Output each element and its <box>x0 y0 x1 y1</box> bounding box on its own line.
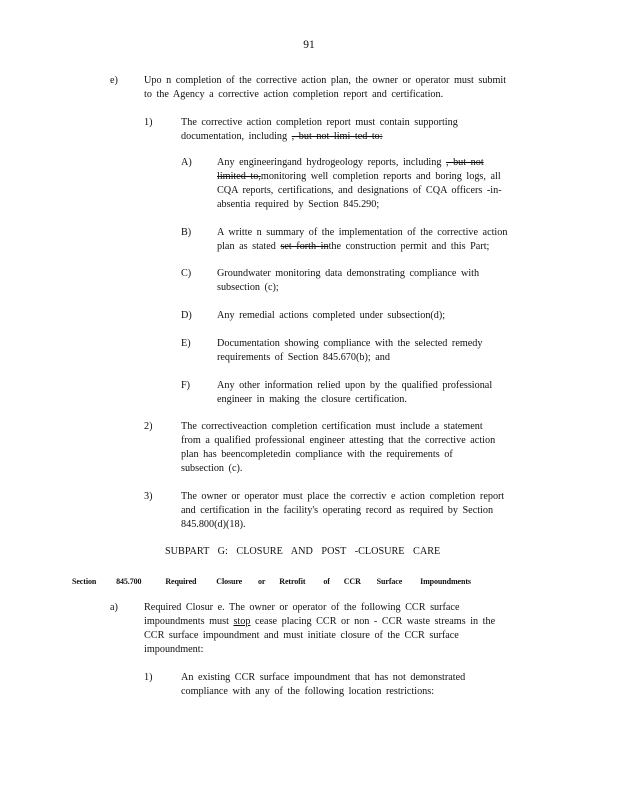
item-marker-e1e: E) <box>181 338 191 349</box>
section-number: 845.700 <box>116 577 142 586</box>
section-title-word: Required <box>165 577 197 586</box>
item-e1b-line-2 <box>217 240 537 254</box>
item-e1b-line-2-text: plan as stated <box>217 241 281 252</box>
section-title-word: or <box>258 577 266 586</box>
section-a-line-2-rest: cease placing CCR or non - CCR waste streams in the <box>250 616 496 627</box>
section-a-text <box>144 601 524 657</box>
item-marker-e1d: D) <box>181 310 192 321</box>
section-a-line-4: impoundment: <box>144 644 204 655</box>
item-e2-line-2: from a qualified professional engineer attesting that the corrective action <box>181 435 496 446</box>
item-marker-e2: 2) <box>144 421 153 432</box>
item-e1b-line-1: A writte n summary of the implementation of the corrective action <box>217 227 508 238</box>
item-e3-line-1: The owner or operator must place the correctiv e action completion report <box>181 491 505 502</box>
item-e1f-line-1: Any other information relied upon by the qualified professional <box>217 380 493 391</box>
item-e1a-line-1-text: Any engineeringand hydrogeology reports, including <box>217 157 446 168</box>
page-number: 91 <box>303 39 315 51</box>
item-marker-e1b: B) <box>181 227 192 238</box>
item-e1a-text <box>217 156 537 212</box>
item-e3-text <box>181 490 537 532</box>
item-e1b-line-2-rest: the construction permit and this Part; <box>328 241 490 252</box>
item-marker-e: e) <box>110 75 118 86</box>
struck-text: set forth in <box>280 241 329 252</box>
item-e1c-text <box>217 267 537 295</box>
item-marker-e1: 1) <box>144 117 153 128</box>
item-e3-line-3: 845.800(d)(18). <box>181 519 246 530</box>
section-title-word: of <box>323 577 330 586</box>
item-e2-text <box>181 420 537 476</box>
section-title-word: CCR <box>343 577 361 586</box>
item-e1-line-1: The corrective action completion report must contain supporting <box>181 117 458 128</box>
item-e-line-2: to the Agency a corrective action completion report and certification. <box>144 89 444 100</box>
section-a1-text <box>181 671 501 699</box>
item-e1a-line-1 <box>217 156 537 170</box>
item-e2-line-1: The correctiveaction completion certification must include a statement <box>181 421 483 432</box>
item-e1e-line-2: requirements of Section 845.670(b); and <box>217 352 390 363</box>
section-title-word: Surface <box>376 577 403 586</box>
struck-text: , but not limi ted to: <box>291 131 383 142</box>
section-label: Section <box>72 577 97 586</box>
item-e1a-line-4: absentia required by Section 845.290; <box>217 199 380 210</box>
struck-text: limited to, <box>217 171 261 182</box>
subpart-heading: SUBPART G: CLOSURE AND POST -CLOSURE CARE <box>165 546 441 557</box>
item-e1f-text <box>217 379 537 407</box>
section-marker-a1: 1) <box>144 672 153 683</box>
item-marker-e1c: C) <box>181 268 192 279</box>
section-a-line-2-text: impoundments must <box>144 616 234 627</box>
item-e2-line-4: subsection (c). <box>181 463 243 474</box>
item-e1-text <box>181 116 511 144</box>
item-marker-e3: 3) <box>144 491 153 502</box>
item-e1b-text <box>217 226 537 254</box>
section-a1-line-2: compliance with any of the following location restrictions: <box>181 686 435 697</box>
item-e1-line-2 <box>181 130 511 144</box>
section-marker-a: a) <box>110 602 118 613</box>
item-e-text <box>144 74 536 102</box>
item-marker-e1f: F) <box>181 380 191 391</box>
item-e1a-line-3: CQA reports, certifications, and designations of CQA officers -in- <box>217 185 502 196</box>
item-e1-line-2-text: documentation, including <box>181 131 292 142</box>
section-a-line-3: CCR surface impoundment and must initiate closure of the CCR surface <box>144 630 459 641</box>
item-e1c-line-2: subsection (c); <box>217 282 279 293</box>
item-e2-line-3: plan has beencompletedin compliance with the requirements of <box>181 449 453 460</box>
item-e1e-text <box>217 337 537 365</box>
item-e3-line-2: and certification in the facility's operating record as required by Section <box>181 505 494 516</box>
struck-text: , but not <box>445 157 484 168</box>
item-e1d-text <box>217 309 537 323</box>
section-title-word: Impoundments <box>420 577 471 586</box>
item-e1c-line-1: Groundwater monitoring data demonstrating compliance with <box>217 268 480 279</box>
item-e-line-1: Upo n completion of the corrective action plan, the owner or operator must submit <box>144 75 507 86</box>
section-title-word: Closure <box>216 577 243 586</box>
section-a1-line-1: An existing CCR surface impoundment that has not demonstrated <box>181 672 466 683</box>
item-e1a-line-2-text: monitoring well completion reports and boring logs, all <box>260 171 501 182</box>
item-e1e-line-1: Documentation showing compliance with the selected remedy <box>217 338 483 349</box>
item-marker-e1a: A) <box>181 157 192 168</box>
section-a-line-2 <box>144 615 524 629</box>
item-e1f-line-2: engineer in making the closure certification. <box>217 394 407 405</box>
section-heading <box>72 575 471 589</box>
underlined-text: stop <box>233 616 251 627</box>
item-e1a-line-2 <box>217 170 537 184</box>
section-title-word: Retrofit <box>279 577 306 586</box>
section-a-line-1: Required Closur e. The owner or operator of the following CCR surface <box>144 602 460 613</box>
item-e1d-line-1: Any remedial actions completed under subsection(d); <box>217 310 446 321</box>
